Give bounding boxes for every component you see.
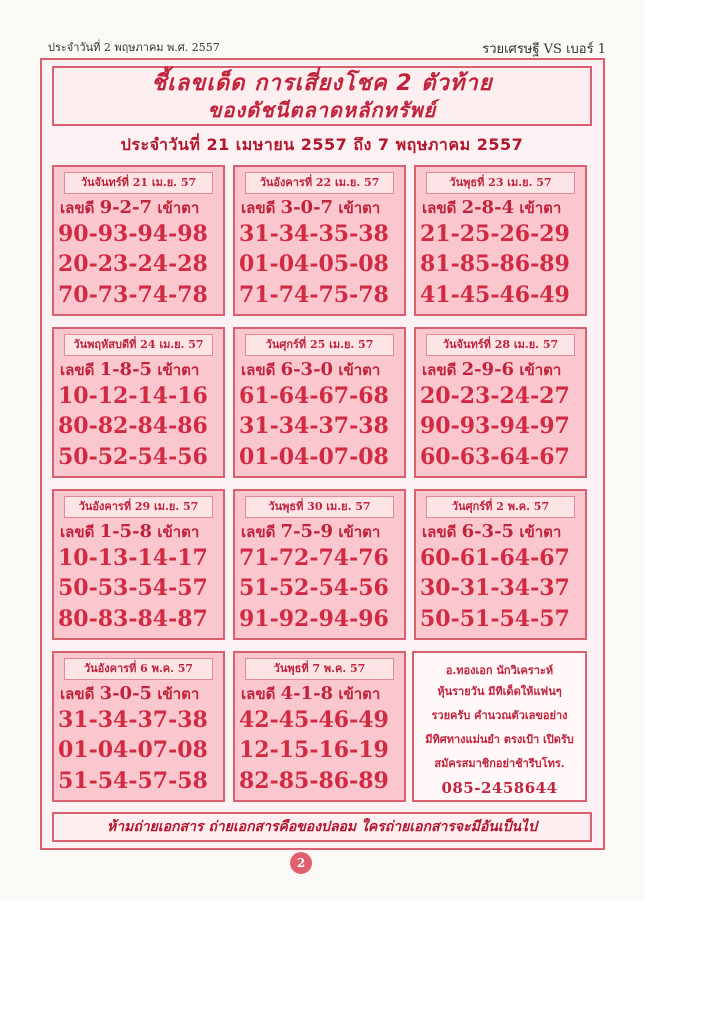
key-digits <box>241 520 380 544</box>
number-row: 01-04-07-08 <box>58 737 208 763</box>
number-row: 51-54-57-58 <box>58 768 208 794</box>
key-suffix: เข้าตา <box>519 523 562 541</box>
key-digits <box>60 682 199 706</box>
key-value: 2-9-6 <box>461 359 515 380</box>
key-digits <box>241 196 380 220</box>
day-label: วันศุกร์ที่ 25 เม.ย. 57 <box>245 334 394 356</box>
number-row: 60-61-64-67 <box>420 545 570 571</box>
number-row: 31-34-37-38 <box>58 707 208 733</box>
day-label: วันอังคารที่ 6 พ.ค. 57 <box>64 658 213 680</box>
title-banner <box>52 66 592 126</box>
advert-line: มีทิศทางแม่นยำ ตรงเป้า เปิดรับ <box>425 733 574 746</box>
running-header-title: รวยเศรษฐี VS เบอร์ 1 <box>482 42 606 57</box>
number-row: 61-64-67-68 <box>239 383 389 409</box>
advert-phone: 085-2458644 <box>441 779 558 797</box>
page-number: 2 <box>290 852 312 874</box>
key-suffix: เข้าตา <box>157 199 200 217</box>
key-value: 3-0-7 <box>280 197 334 218</box>
advert-line: รวยครับ คำนวณตัวเลขอย่าง <box>431 709 568 722</box>
number-row: 50-53-54-57 <box>58 575 208 601</box>
key-prefix: เลขดี <box>422 361 457 379</box>
key-prefix: เลขดี <box>60 361 95 379</box>
day-box <box>414 489 587 640</box>
day-box <box>52 165 225 316</box>
key-prefix: เลขดี <box>422 199 457 217</box>
number-row: 30-31-34-37 <box>420 575 570 601</box>
key-value: 9-2-7 <box>99 197 153 218</box>
number-row: 01-04-05-08 <box>239 251 389 277</box>
day-box <box>233 651 406 802</box>
day-label: วันอังคารที่ 22 เม.ย. 57 <box>245 172 394 194</box>
number-row: 91-92-94-96 <box>239 606 389 632</box>
key-digits <box>422 196 561 220</box>
key-digits <box>422 520 561 544</box>
advert-line: สมัครสมาชิกอย่าช้ารีบโทร. <box>434 757 565 770</box>
day-label: วันพฤหัสบดีที่ 24 เม.ย. 57 <box>64 334 213 356</box>
day-box <box>414 165 587 316</box>
day-box <box>233 327 406 478</box>
key-prefix: เลขดี <box>241 523 276 541</box>
number-row: 12-15-16-19 <box>239 737 389 763</box>
key-prefix: เลขดี <box>60 523 95 541</box>
day-box <box>233 489 406 640</box>
key-digits <box>60 520 199 544</box>
key-digits <box>422 358 561 382</box>
key-prefix: เลขดี <box>241 361 276 379</box>
day-box <box>414 327 587 478</box>
running-header-date: ประจำวันที่ 2 พฤษภาคม พ.ศ. 2557 <box>48 41 220 54</box>
day-label: วันพุธที่ 30 เม.ย. 57 <box>245 496 394 518</box>
day-label: วันพุธที่ 23 เม.ย. 57 <box>426 172 575 194</box>
number-row: 31-34-37-38 <box>239 413 389 439</box>
key-prefix: เลขดี <box>241 199 276 217</box>
key-value: 3-0-5 <box>99 683 153 704</box>
key-prefix: เลขดี <box>60 685 95 703</box>
day-label: วันศุกร์ที่ 2 พ.ค. 57 <box>426 496 575 518</box>
advert-line: หุ้นรายวัน มีทีเด็ดให้แฟนๆ <box>437 685 562 698</box>
day-box <box>52 327 225 478</box>
footer-warning: ห้ามถ่ายเอกสาร ถ่ายเอกสารคือของปลอม ใครถ่ายเอกสารจะมีอันเป็นไป <box>52 812 592 842</box>
title-line-1: ชี้เลขเด็ด การเสี่ยงโชค 2 ตัวท้าย <box>151 71 493 96</box>
number-row: 50-51-54-57 <box>420 606 570 632</box>
number-row: 60-63-64-67 <box>420 444 570 470</box>
key-value: 4-1-8 <box>280 683 334 704</box>
number-row: 90-93-94-98 <box>58 221 208 247</box>
number-row: 10-13-14-17 <box>58 545 208 571</box>
key-digits <box>60 358 199 382</box>
day-label: วันอังคารที่ 29 เม.ย. 57 <box>64 496 213 518</box>
number-row: 70-73-74-78 <box>58 282 208 308</box>
key-digits <box>241 682 380 706</box>
key-prefix: เลขดี <box>60 199 95 217</box>
number-row: 71-72-74-76 <box>239 545 389 571</box>
number-row: 41-45-46-49 <box>420 282 570 308</box>
advert-title: อ.ทองเอก นักวิเคราะห์ <box>445 664 554 677</box>
key-suffix: เข้าตา <box>338 685 381 703</box>
number-row: 71-74-75-78 <box>239 282 389 308</box>
key-suffix: เข้าตา <box>519 199 562 217</box>
number-row: 10-12-14-16 <box>58 383 208 409</box>
number-row: 42-45-46-49 <box>239 707 389 733</box>
number-row: 51-52-54-56 <box>239 575 389 601</box>
number-row: 90-93-94-97 <box>420 413 570 439</box>
day-box <box>52 489 225 640</box>
number-row: 50-52-54-56 <box>58 444 208 470</box>
key-value: 6-3-0 <box>280 359 334 380</box>
key-suffix: เข้าตา <box>157 523 200 541</box>
day-label: วันพุธที่ 7 พ.ค. 57 <box>245 658 394 680</box>
day-label: วันจันทร์ที่ 28 เม.ย. 57 <box>426 334 575 356</box>
day-box <box>52 651 225 802</box>
key-suffix: เข้าตา <box>157 685 200 703</box>
key-value: 1-5-8 <box>99 521 153 542</box>
day-box <box>233 165 406 316</box>
number-row: 31-34-35-38 <box>239 221 389 247</box>
key-digits <box>241 358 380 382</box>
key-suffix: เข้าตา <box>338 199 381 217</box>
date-range: ประจำวันที่ 21 เมษายน 2557 ถึง 7 พฤษภาคม 2557 <box>120 135 524 154</box>
number-row: 21-25-26-29 <box>420 221 570 247</box>
key-value: 6-3-5 <box>461 521 515 542</box>
number-row: 20-23-24-28 <box>58 251 208 277</box>
number-row: 80-82-84-86 <box>58 413 208 439</box>
key-digits <box>60 196 199 220</box>
key-suffix: เข้าตา <box>338 523 381 541</box>
number-row: 80-83-84-87 <box>58 606 208 632</box>
number-row: 20-23-24-27 <box>420 383 570 409</box>
key-value: 1-8-5 <box>99 359 153 380</box>
number-row: 82-85-86-89 <box>239 768 389 794</box>
title-line-2: ของดัชนีตลาดหลักทรัพย์ <box>207 98 437 122</box>
key-value: 2-8-4 <box>461 197 515 218</box>
number-row: 81-85-86-89 <box>420 251 570 277</box>
key-suffix: เข้าตา <box>519 361 562 379</box>
day-label: วันจันทร์ที่ 21 เม.ย. 57 <box>64 172 213 194</box>
key-suffix: เข้าตา <box>157 361 200 379</box>
number-row: 01-04-07-08 <box>239 444 389 470</box>
advert-box <box>412 651 587 802</box>
key-prefix: เลขดี <box>422 523 457 541</box>
key-prefix: เลขดี <box>241 685 276 703</box>
key-value: 7-5-9 <box>280 521 334 542</box>
key-suffix: เข้าตา <box>338 361 381 379</box>
